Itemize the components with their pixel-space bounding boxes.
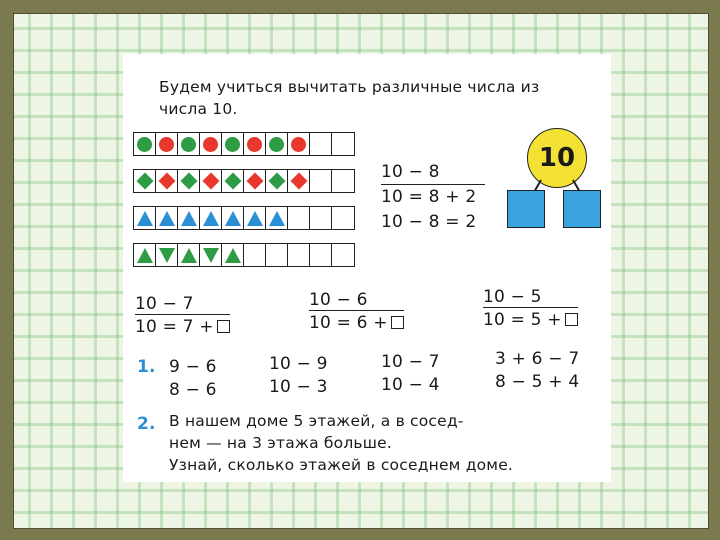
row-cell — [310, 133, 332, 155]
row-cell — [200, 207, 222, 229]
green-triangle-row — [133, 243, 355, 267]
row-cell — [244, 133, 266, 155]
row-cell — [134, 133, 156, 155]
equation-2-text: 10 = 8 + 2 — [381, 187, 477, 207]
equation-divider — [381, 184, 485, 185]
row-cell — [200, 133, 222, 155]
row-cell — [200, 170, 222, 192]
triangle-shape — [137, 211, 153, 226]
task-2-line-2: нем — на 3 этажа больше. — [169, 434, 393, 452]
empty-box — [217, 320, 230, 333]
row-cell — [156, 170, 178, 192]
task-1-col-2 — [269, 353, 328, 399]
triangle-shape — [225, 211, 241, 226]
row-cell — [244, 170, 266, 192]
task-1-col-4 — [495, 348, 579, 394]
diamond-shape — [268, 173, 285, 190]
row-cell — [156, 207, 178, 229]
triangle-shape — [181, 248, 197, 263]
row-cell — [288, 170, 310, 192]
diamond-row — [133, 169, 355, 193]
equation-1-text: 10 − 8 — [381, 162, 440, 182]
row-cell — [266, 133, 288, 155]
empty-box — [391, 316, 404, 329]
task-1-expr: 10 − 3 — [269, 377, 328, 397]
row-cell — [244, 207, 266, 229]
decomp-3-top: 10 − 5 — [483, 287, 578, 308]
row-cell — [266, 207, 288, 229]
row-cell — [134, 170, 156, 192]
row-cell — [222, 244, 244, 266]
decomp-1-top: 10 − 7 — [135, 294, 230, 315]
number-badge-text: 10 — [538, 143, 576, 173]
circle-shape — [137, 137, 152, 152]
row-cell — [134, 244, 156, 266]
task-1-number: 1. — [137, 357, 156, 377]
diamond-shape — [246, 173, 263, 190]
row-cell — [332, 133, 354, 155]
circle-shape — [269, 137, 284, 152]
blue-triangle-row — [133, 206, 355, 230]
task-1-expr: 10 − 9 — [269, 354, 328, 374]
task-1-expr: 3 + 6 − 7 — [495, 349, 580, 369]
diamond-shape — [202, 173, 219, 190]
triangle-shape — [225, 248, 241, 263]
row-cell — [244, 244, 266, 266]
row-cell — [266, 244, 288, 266]
equation-3 — [381, 212, 476, 232]
intro-line-1: Будем учиться вычитать различные числа из — [159, 78, 540, 96]
task-2-line-3: Узнай, сколько этажей в соседнем доме. — [169, 456, 514, 474]
row-cell — [200, 244, 222, 266]
row-cell — [222, 170, 244, 192]
row-cell — [178, 170, 200, 192]
intro-text — [159, 76, 539, 120]
decomp-1-bottom: 10 = 7 + — [135, 317, 214, 337]
decomp-2-top: 10 − 6 — [309, 290, 404, 311]
decomp-1 — [135, 294, 230, 337]
triangle-shape — [181, 211, 197, 226]
row-cell — [156, 244, 178, 266]
equation-2 — [381, 187, 476, 207]
decomp-box-left — [507, 190, 545, 228]
triangle-shape — [137, 248, 153, 263]
row-cell — [156, 133, 178, 155]
decomp-box-right — [563, 190, 601, 228]
intro-line-2: числа 10. — [159, 100, 238, 118]
circle-shape — [181, 137, 196, 152]
row-cell — [310, 207, 332, 229]
circle-shape — [225, 137, 240, 152]
triangle-shape — [159, 248, 175, 263]
row-cell — [332, 207, 354, 229]
diamond-shape — [224, 173, 241, 190]
row-cell — [332, 170, 354, 192]
number-badge — [527, 128, 587, 188]
task-1-expr: 8 − 6 — [169, 380, 217, 400]
row-cell — [178, 207, 200, 229]
diamond-shape — [290, 173, 307, 190]
decomp-3 — [483, 287, 578, 330]
circle-shape — [291, 137, 306, 152]
triangle-shape — [203, 211, 219, 226]
row-cell — [310, 244, 332, 266]
row-cell — [222, 207, 244, 229]
task-1-expr: 9 − 6 — [169, 357, 217, 377]
circle-shape — [159, 137, 174, 152]
row-cell — [288, 207, 310, 229]
circle-shape — [247, 137, 262, 152]
row-cell — [134, 207, 156, 229]
task-2-line-1: В нашем доме 5 этажей, а в сосед- — [169, 412, 464, 430]
row-cell — [178, 133, 200, 155]
row-cell — [222, 133, 244, 155]
row-cell — [178, 244, 200, 266]
circle-shape — [203, 137, 218, 152]
task-1-expr: 10 − 4 — [381, 375, 440, 395]
task-1-expr: 10 − 7 — [381, 352, 440, 372]
slide-background — [13, 13, 709, 529]
task-1-col-3 — [381, 351, 440, 397]
row-cell — [310, 170, 332, 192]
row-cell — [332, 244, 354, 266]
task-2-text — [169, 410, 513, 476]
decomp-2-bottom: 10 = 6 + — [309, 313, 388, 333]
task-1-expr: 8 − 5 + 4 — [495, 372, 580, 392]
circle-row — [133, 132, 355, 156]
triangle-shape — [269, 211, 285, 226]
diamond-shape — [158, 173, 175, 190]
diamond-shape — [136, 173, 153, 190]
diamond-shape — [180, 173, 197, 190]
textbook-page — [123, 54, 611, 482]
equation-1 — [381, 162, 440, 182]
row-cell — [288, 133, 310, 155]
empty-box — [565, 313, 578, 326]
triangle-shape — [159, 211, 175, 226]
equation-3-text: 10 − 8 = 2 — [381, 212, 477, 232]
triangle-shape — [203, 248, 219, 263]
task-1-col-1 — [169, 356, 217, 402]
row-cell — [288, 244, 310, 266]
task-2-number: 2. — [137, 414, 156, 434]
triangle-shape — [247, 211, 263, 226]
decomp-3-bottom: 10 = 5 + — [483, 310, 562, 330]
row-cell — [266, 170, 288, 192]
decomp-2 — [309, 290, 404, 333]
